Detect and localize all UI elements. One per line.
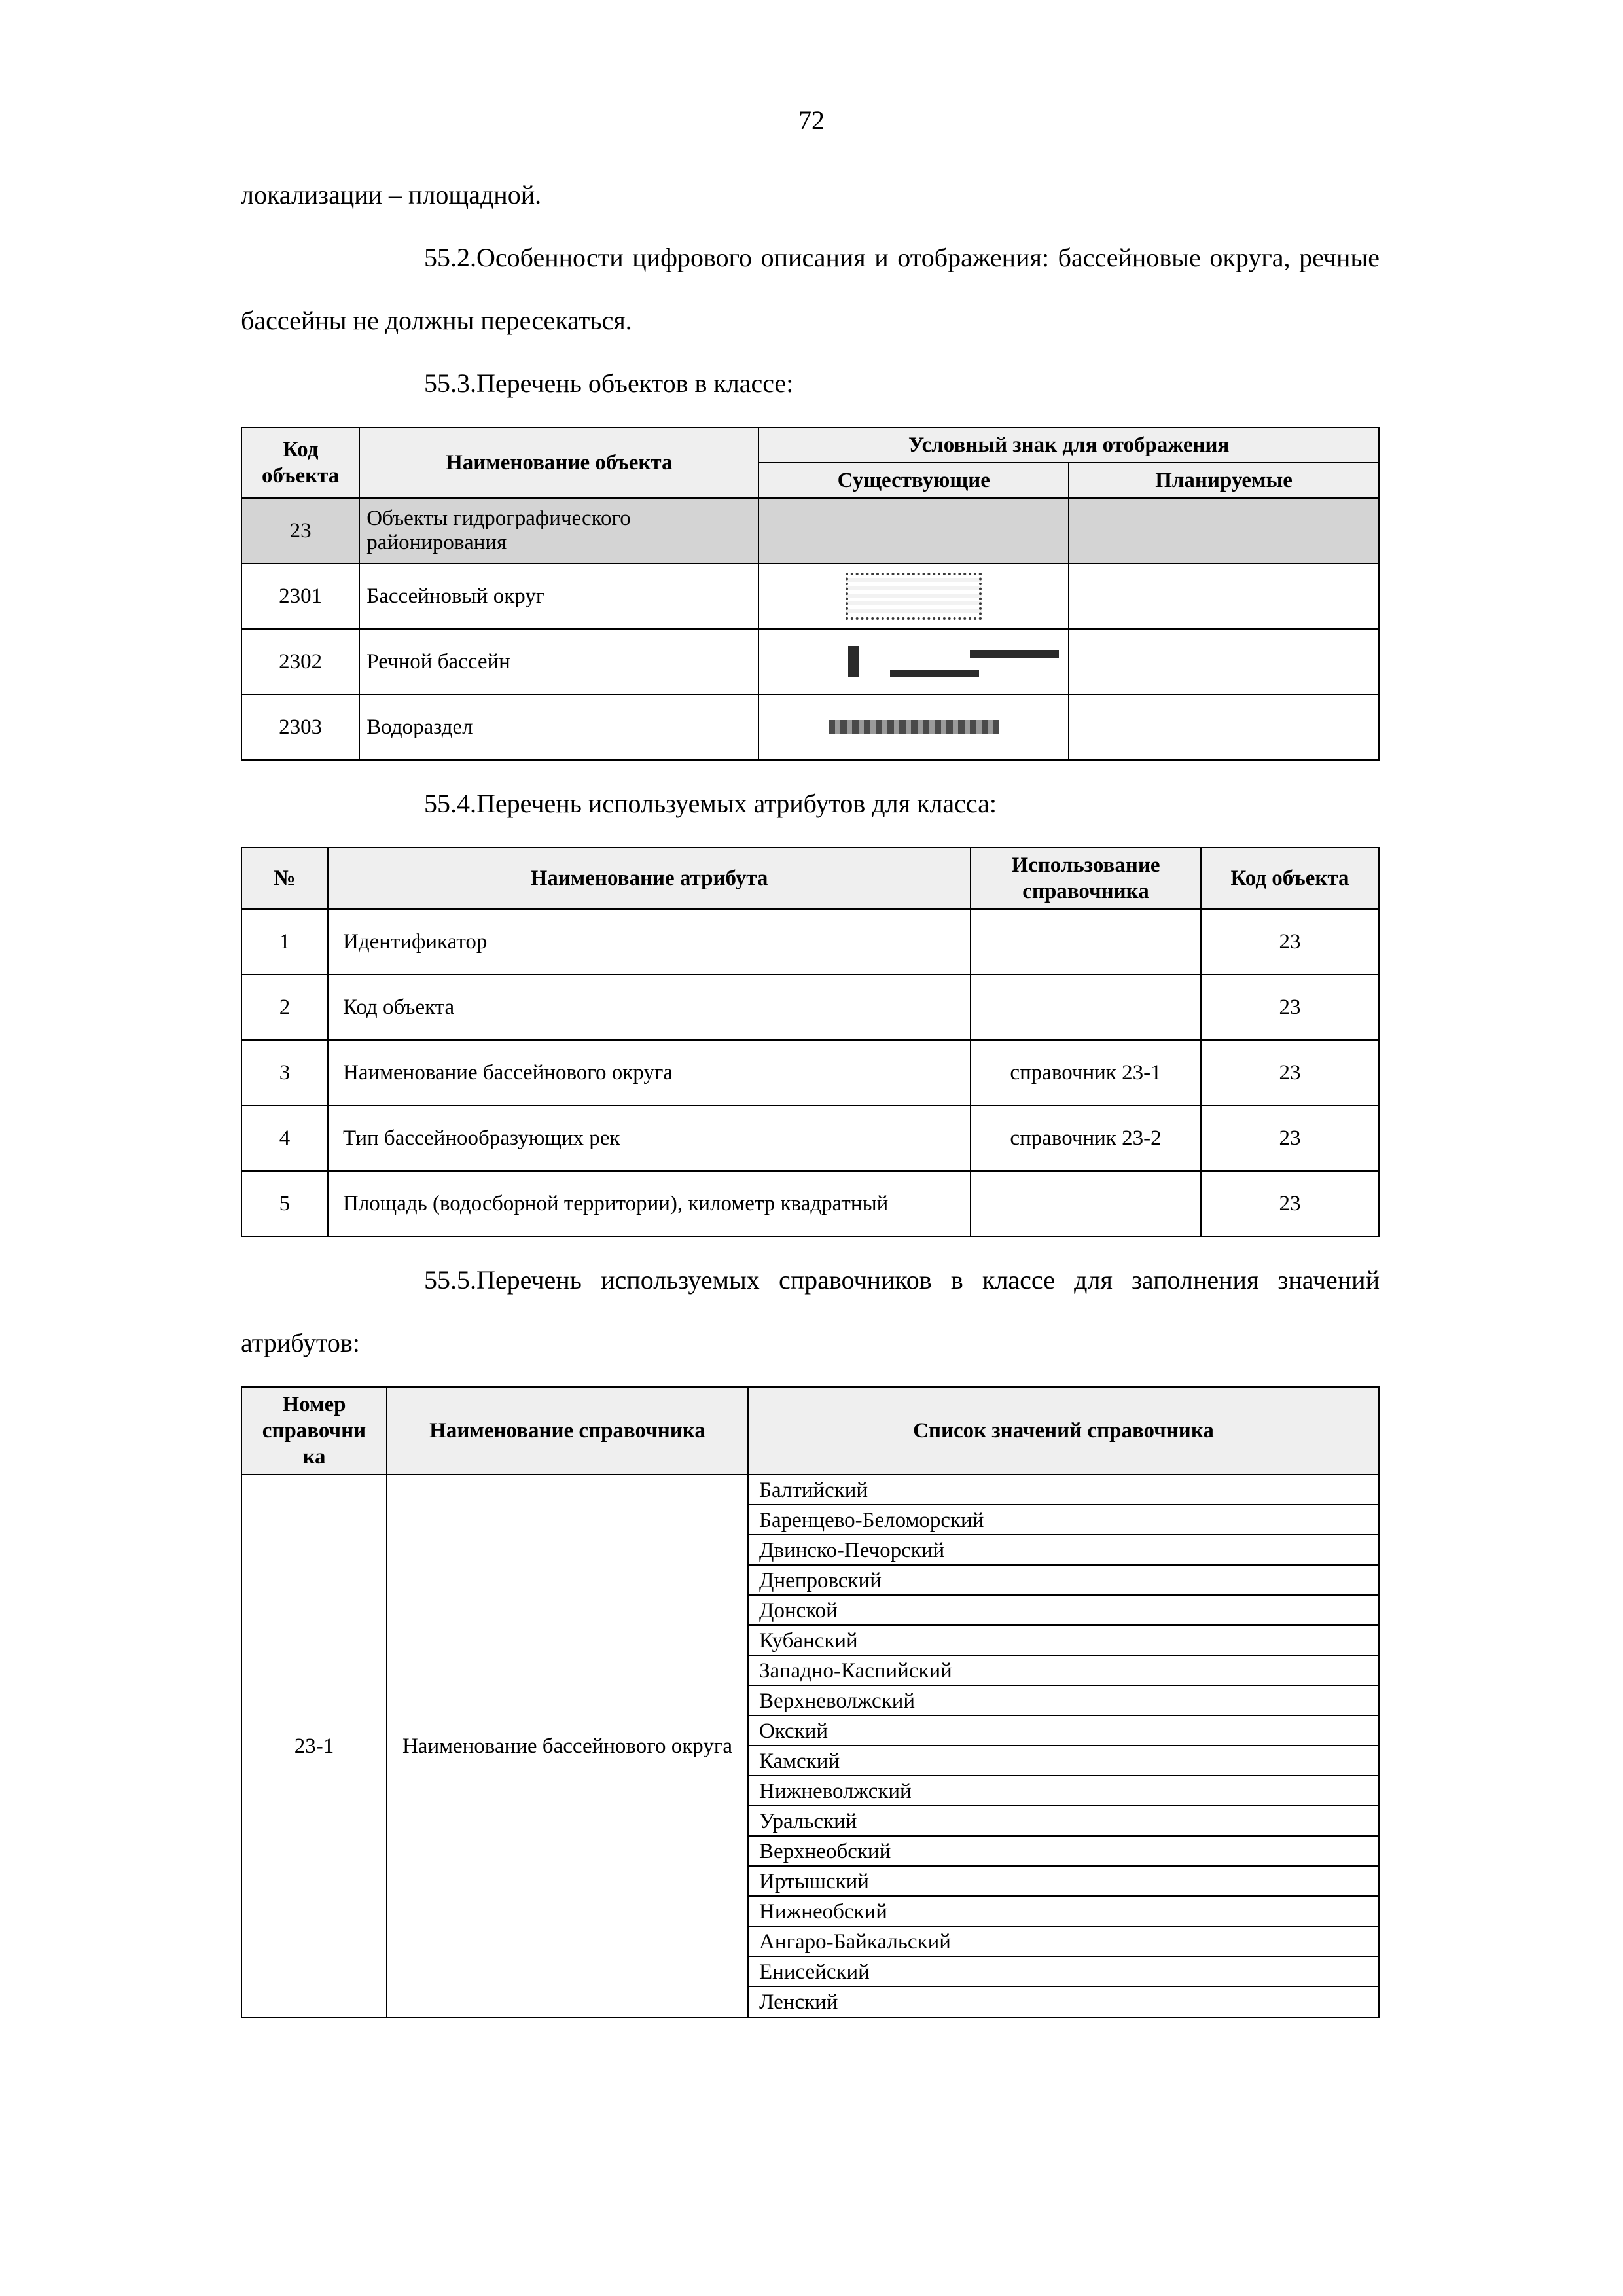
page-content bbox=[241, 164, 1380, 2018]
list-item: Кубанский bbox=[749, 1626, 1378, 1656]
list-item: Нижневолжский bbox=[749, 1776, 1378, 1806]
table-row bbox=[241, 975, 1379, 1040]
header-reference-name: Наименование справочника bbox=[387, 1387, 748, 1475]
list-item: Ангаро-Байкальский bbox=[749, 1927, 1378, 1957]
symbol-hatched-band-icon bbox=[766, 703, 1061, 751]
cell-attribute-reference bbox=[971, 975, 1201, 1040]
header-object-name: Наименование объекта bbox=[359, 427, 758, 498]
table-row bbox=[241, 629, 1379, 694]
cell-symbol-existing bbox=[758, 629, 1069, 694]
table-row bbox=[241, 1171, 1379, 1236]
cell-attribute-number: 3 bbox=[241, 1040, 328, 1105]
table-row bbox=[241, 498, 1379, 564]
clause-number-55-5: 55.5. bbox=[424, 1265, 476, 1295]
list-item: Нижнеобский bbox=[749, 1897, 1378, 1927]
cell-reference-values bbox=[748, 1475, 1379, 2018]
list-item: Донской bbox=[749, 1596, 1378, 1626]
list-item: Верхнеобский bbox=[749, 1837, 1378, 1867]
reference-values-list bbox=[749, 1475, 1378, 2017]
table-attributes-header-row bbox=[241, 848, 1379, 909]
cell-attribute-name: Код объекта bbox=[328, 975, 971, 1040]
symbol-dashed-outline-icon bbox=[766, 637, 1061, 686]
cell-object-name: Бассейновый округ bbox=[359, 564, 758, 629]
cell-attribute-object-code: 23 bbox=[1201, 1171, 1379, 1236]
clause-text-55-5: Перечень используемых справочников в классе для заполнения значений атрибутов: bbox=[241, 1265, 1380, 1357]
header-symbol-planned: Планируемые bbox=[1069, 463, 1379, 498]
table-row bbox=[241, 1105, 1379, 1171]
clause-number-55-4: 55.4. bbox=[424, 789, 476, 818]
cell-attribute-name: Наименование бассейнового округа bbox=[328, 1040, 971, 1105]
cell-attribute-object-code: 23 bbox=[1201, 909, 1379, 975]
list-item: Иртышский bbox=[749, 1867, 1378, 1897]
list-item: Двинско-Печорский bbox=[749, 1535, 1378, 1566]
table-objects bbox=[241, 427, 1380, 761]
table-references-head bbox=[241, 1387, 1379, 1475]
cell-symbol-existing bbox=[758, 564, 1069, 629]
cell-object-code: 2302 bbox=[241, 629, 359, 694]
cell-reference-number: 23-1 bbox=[241, 1475, 387, 2018]
cell-object-code: 23 bbox=[241, 498, 359, 564]
cell-attribute-object-code: 23 bbox=[1201, 1105, 1379, 1171]
cell-attribute-reference: справочник 23-2 bbox=[971, 1105, 1201, 1171]
table-row bbox=[241, 1475, 1379, 2018]
list-item: Баренцево-Беломорский bbox=[749, 1505, 1378, 1535]
cell-object-name: Объекты гидрографического районирования bbox=[359, 498, 758, 564]
cell-attribute-number: 2 bbox=[241, 975, 328, 1040]
header-attribute-reference: Использование справочника bbox=[971, 848, 1201, 909]
cell-object-code: 2303 bbox=[241, 694, 359, 760]
header-attribute-object-code: Код объекта bbox=[1201, 848, 1379, 909]
cell-symbol-planned bbox=[1069, 694, 1379, 760]
cell-attribute-number: 1 bbox=[241, 909, 328, 975]
paragraph-55-5 bbox=[241, 1249, 1380, 1374]
header-reference-number: Номер справочни ка bbox=[241, 1387, 387, 1475]
cell-attribute-object-code: 23 bbox=[1201, 975, 1379, 1040]
table-row bbox=[241, 1040, 1379, 1105]
list-item: Верхневолжский bbox=[749, 1686, 1378, 1716]
cell-reference-name: Наименование бассейнового округа bbox=[387, 1475, 748, 2018]
cell-attribute-reference bbox=[971, 909, 1201, 975]
cell-attribute-object-code: 23 bbox=[1201, 1040, 1379, 1105]
header-attribute-number: № bbox=[241, 848, 328, 909]
header-object-code: Код объекта bbox=[241, 427, 359, 498]
cell-attribute-reference: справочник 23-1 bbox=[971, 1040, 1201, 1105]
table-references-body bbox=[241, 1475, 1379, 2018]
table-objects-head bbox=[241, 427, 1379, 498]
cell-attribute-name: Тип бассейнообразующих рек bbox=[328, 1105, 971, 1171]
cell-attribute-name: Площадь (водосборной территории), километр квадратный bbox=[328, 1171, 971, 1236]
cell-object-name: Речной бассейн bbox=[359, 629, 758, 694]
table-objects-body bbox=[241, 498, 1379, 760]
cell-symbol-existing bbox=[758, 694, 1069, 760]
table-row bbox=[241, 564, 1379, 629]
cell-object-code: 2301 bbox=[241, 564, 359, 629]
list-item: Днепровский bbox=[749, 1566, 1378, 1596]
table-attributes-body bbox=[241, 909, 1379, 1236]
table-attributes bbox=[241, 847, 1380, 1237]
table-attributes-head bbox=[241, 848, 1379, 909]
list-item: Камский bbox=[749, 1746, 1378, 1776]
table-references bbox=[241, 1386, 1380, 2018]
paragraph-continuation: локализации – площадной. bbox=[241, 180, 542, 209]
paragraph-55-3 bbox=[241, 352, 1380, 415]
cell-attribute-number: 5 bbox=[241, 1171, 328, 1236]
list-item: Енисейский bbox=[749, 1957, 1378, 1987]
paragraph-55-4 bbox=[241, 772, 1380, 835]
list-item: Окский bbox=[749, 1716, 1378, 1746]
clause-number-55-3: 55.3. bbox=[424, 368, 476, 398]
page-number: 72 bbox=[798, 105, 825, 135]
list-item: Балтийский bbox=[749, 1475, 1378, 1505]
cell-object-name: Водораздел bbox=[359, 694, 758, 760]
table-row bbox=[241, 909, 1379, 975]
header-symbol-existing: Существующие bbox=[758, 463, 1069, 498]
clause-number-55-2: 55.2. bbox=[424, 243, 476, 272]
cell-symbol-planned bbox=[1069, 629, 1379, 694]
clause-text-55-2: Особенности цифрового описания и отображения: бассейновые округа, речные бассейны не должны пересекаться. bbox=[241, 243, 1380, 335]
cell-symbol-existing bbox=[758, 498, 1069, 564]
clause-text-55-3: Перечень объектов в классе: bbox=[476, 368, 794, 398]
table-row bbox=[241, 694, 1379, 760]
cell-attribute-name: Идентификатор bbox=[328, 909, 971, 975]
list-item: Уральский bbox=[749, 1806, 1378, 1837]
cell-attribute-reference bbox=[971, 1171, 1201, 1236]
cell-attribute-number: 4 bbox=[241, 1105, 328, 1171]
header-reference-values: Список значений справочника bbox=[748, 1387, 1379, 1475]
symbol-dotted-area-icon bbox=[766, 572, 1061, 620]
list-item: Западно-Каспийский bbox=[749, 1656, 1378, 1686]
table-references-header-row bbox=[241, 1387, 1379, 1475]
cell-symbol-planned bbox=[1069, 564, 1379, 629]
list-item: Ленский bbox=[759, 1990, 838, 2014]
table-objects-header-row-1 bbox=[241, 427, 1379, 463]
header-attribute-name: Наименование атрибута bbox=[328, 848, 971, 909]
paragraph-55-2 bbox=[241, 226, 1380, 352]
header-symbol: Условный знак для отображения bbox=[758, 427, 1379, 463]
clause-text-55-4: Перечень используемых атрибутов для класса: bbox=[476, 789, 997, 818]
cell-symbol-planned bbox=[1069, 498, 1379, 564]
